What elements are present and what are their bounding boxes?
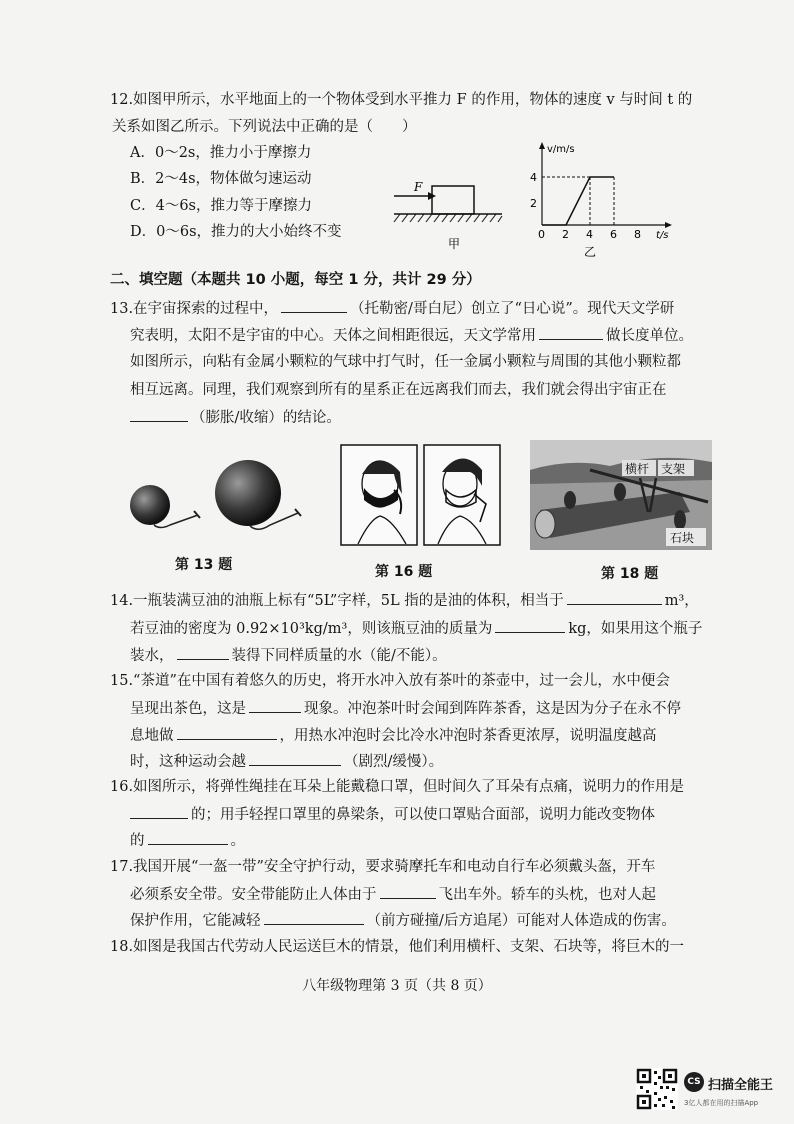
q15-blank-1[interactable] [249,698,301,713]
block [432,186,474,214]
label-support: 支架 [661,462,686,476]
force-label: F [414,180,423,194]
q12-option-a: A．0～2s，推力小于摩擦力 [130,145,312,161]
q13-blank-3[interactable] [130,407,188,422]
q13-blank-1[interactable] [281,298,347,313]
camscanner-logo-icon: CS [684,1072,704,1092]
y-axis-arrow [539,142,545,149]
y-tick-4: 4 [530,171,537,184]
figure-16-masks [340,444,502,546]
q15-line2: 呈现出茶色，这是 现象。冲泡茶叶时会闻到阵阵茶香，这是因为分子在永不停 [130,698,681,719]
q12-option-c: C．4～6s，推力等于摩擦力 [130,198,312,214]
q15-blank-3[interactable] [249,751,341,766]
q14-blank-3[interactable] [177,645,229,660]
q15-line3: 息地做 ，用热水冲泡时会比冷水冲泡时茶香更浓厚，说明温度越高 [130,725,657,746]
figure-18-photo [530,440,712,550]
x-tick-4: 4 [586,228,593,241]
mask-photo-left-frame [341,445,417,545]
q16-line1: 16.如图所示，将弹性绳挂在耳朵上能戴稳口罩，但时间久了耳朵有点痛，说明力的作用是 [110,779,685,795]
q15-line4: 时，这种运动会越 （剧烈/缓慢）。 [130,751,443,772]
label-stone: 石块 [670,531,695,545]
label-crossbar: 横杆 [625,462,650,476]
q15-line1: 15.“茶道”在中国有着悠久的历史，将开水冲入放有茶叶的茶壶中，过一会儿，水中便会 [110,673,670,689]
x-axis-label: t/s [656,230,669,241]
q13-blank-2[interactable] [539,325,603,340]
figure-yi-caption: 乙 [584,245,597,259]
figure-yi-vt-graph [522,140,682,260]
q16-line3: 的 。 [130,830,245,851]
figure-jia-block-push [392,178,512,258]
q14-line3: 装水， 装得下同样质量的水（能/不能）。 [130,645,447,666]
q15-blank-2[interactable] [177,725,277,740]
caption-13: 第 13 题 [175,557,233,573]
q16-blank-2[interactable] [148,830,228,845]
q12-line2: 关系如图乙所示。下列说法中正确的是（ ） [112,119,417,135]
q12-line1: 12.如图甲所示，水平地面上的一个物体受到水平推力 F 的作用，物体的速度 v 与时间 t 的 [110,92,693,108]
caption-18: 第 18 题 [601,566,659,582]
q13-line3: 如图所示，向粘有金属小颗粒的气球中打气时，任一金属小颗粒与周围的其他小颗粒都 [130,354,681,370]
scanner-slogan: 3亿人都在用的扫描App [684,1099,759,1107]
q18-line1: 18.如图是我国古代劳动人民运送巨木的情景，他们利用横杆、支架、石块等，将巨木的一 [110,939,685,955]
q17-line2: 必须系安全带。安全带能防止人体由于 飞出车外。轿车的头枕，也对人起 [130,884,656,905]
q12-option-b: B．2～4s，物体做匀速运动 [130,171,312,187]
q14-blank-1[interactable] [567,590,662,605]
ground-hatching [394,214,502,222]
q14-blank-2[interactable] [495,618,565,633]
q13-line5: （膨胀/收缩）的结论。 [130,407,341,428]
q13-line4: 相互远离。同理，我们观察到所有的星系正在远离我们而去，我们就会得出宇宙正在 [130,382,667,398]
small-balloon [130,485,170,525]
x-tick-2: 2 [562,228,569,241]
caption-16: 第 16 题 [375,564,433,580]
section-2-title: 二、填空题（本题共 10 小题，每空 1 分，共计 29 分） [110,272,481,288]
large-balloon [215,460,281,526]
figure-jia-caption: 甲 [448,237,461,251]
q17-line1: 17.我国开展“一盔一带”安全守护行动，要求骑摩托车和电动自行车必须戴头盔，开车 [110,859,656,875]
x-tick-6: 6 [610,228,617,241]
figure-13-balloons [120,455,320,535]
q13-line2: 究表明，太阳不是宇宙的中心。天体之间相距很远，天文学常用 做长度单位。 [130,325,693,346]
y-tick-2: 2 [530,197,537,210]
x-tick-8: 8 [634,228,641,241]
velocity-line [542,177,614,225]
q13-line1: 13.在宇宙探索的过程中， （托勒密/哥白尼）创立了“日心说”。现代天文学研 [110,298,674,319]
q17-blank-1[interactable] [380,884,436,899]
q14-line1: 14.一瓶装满豆油的油瓶上标有“5L”字样，5L 指的是油的体积，相当于 m³， [110,590,699,611]
q14-line2: 若豆油的密度为 0.92×10³kg/m³，则该瓶豆油的质量为 kg，如果用这个瓶子 [130,618,702,639]
q12-option-d: D．0～6s，推力的大小始终不变 [130,224,342,240]
x-axis-arrow [665,222,672,228]
scanner-brand: 扫描全能王 [708,1078,774,1093]
q17-line3: 保护作用，它能减轻 （前方碰撞/后方追尾）可能对人体造成的伤害。 [130,910,676,931]
y-axis-label: v/m/s [547,144,575,155]
x-tick-0: 0 [538,228,545,241]
qr-code-icon [636,1068,678,1110]
page-footer: 八年级物理第 3 页（共 8 页） [302,978,492,994]
q17-blank-2[interactable] [264,910,364,925]
q16-blank-1[interactable] [130,804,188,819]
q16-line2: 的；用手轻捏口罩里的鼻梁条，可以使口罩贴合面部，说明力能改变物体 [130,804,655,825]
